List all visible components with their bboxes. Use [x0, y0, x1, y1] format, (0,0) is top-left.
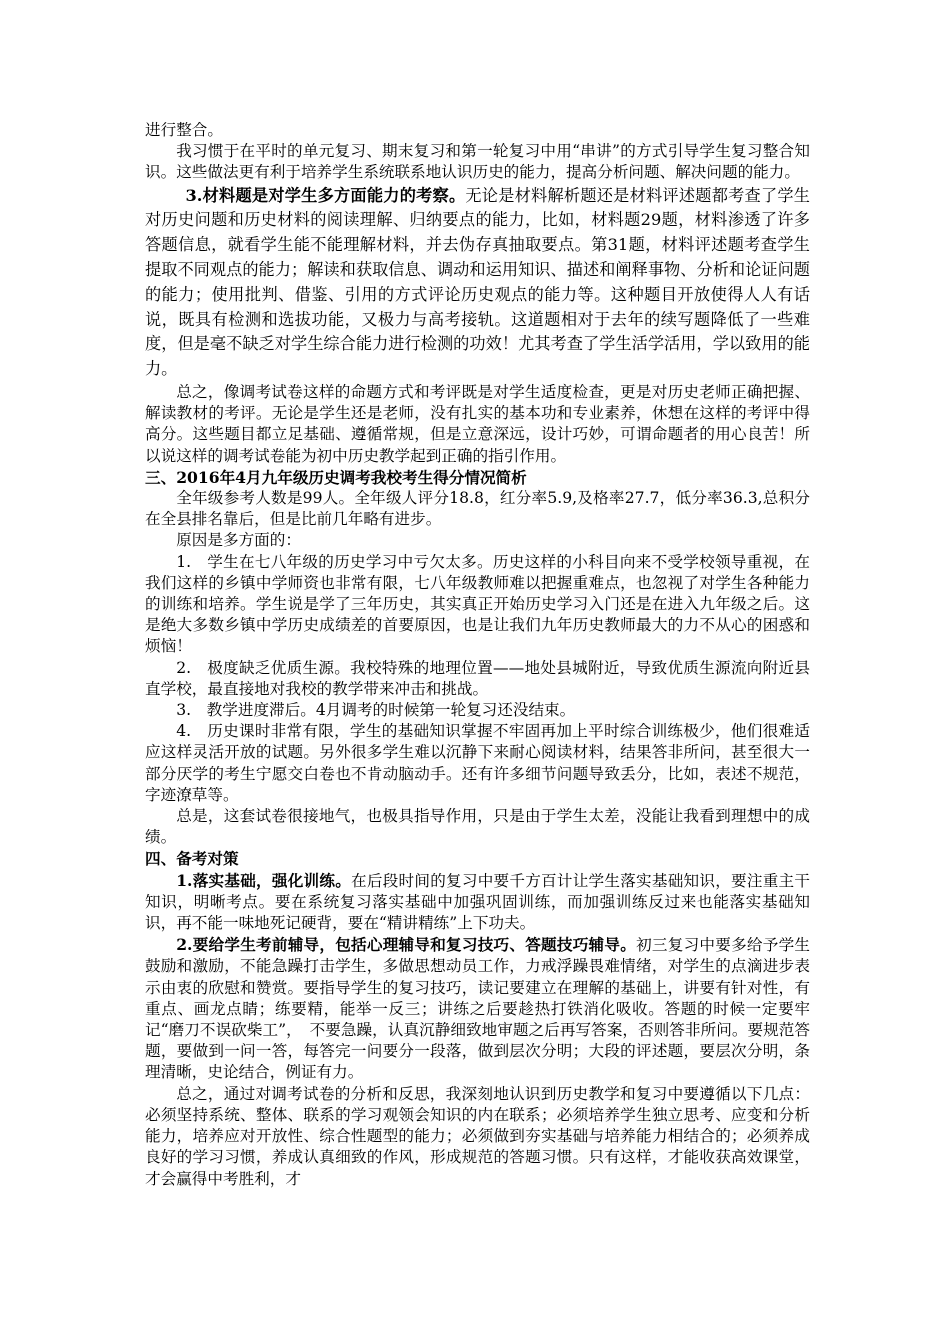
paragraph-strategy-2 [145, 934, 810, 1083]
paragraph-reason-2: 2. 极度缺乏优质生源。我校特殊的地理位置——地处县城附近，导致优质生源流向附近县直学校，最直接地对我校的教学带来冲击和挑战。 [145, 658, 810, 698]
strategy-2-text: 初三复习中要多给予学生鼓励和激励，不能急躁打击学生，多做思想动员工作，力戒浮躁畏难情绪，对学生的点滴进步表示由衷的欣慰和赞赏。要指导学生的复习技巧，读记要建立在理解的基础上，讲要有针对性，有重点、画龙点睛；练要精，能举一反三；讲练之后要趁热打铁消化吸收。答题的时候一定要牢记“磨刀不误砍柴工”， 不要急躁，认真沉静细致地审题之后再写答案，否则答非所问。要规范答题，要做到一问一答，每答完一问要分一段落，做到层次分明；大段的评述题，要层次分明，条理清晰，史论结合，例证有力。 [145, 936, 810, 1082]
paragraph-strategy-1 [145, 870, 810, 935]
point-3-text: 无论是材料解析题还是材料评述题都考查了学生对历史问题和历史材料的阅读理解、归纳要点的能力，比如，材料题29题，材料渗透了许多答题信息，就看学生能不能理解材料，并去伪存真抽取要点。第31题，材料评述题考查学生提取不同观点的能力；解读和获取信息、调动和运用知识、描述和阐释事物、分析和论证问题的能力；使用批判、借鉴、引用的方式评论历史观点的能力等。这种题目开放使得人人有话说，既具有检测和选拔功能，又极力与高考接轨。这道题相对于去年的续写题降低了一些难度，但是毫不缺乏对学生综合能力进行检测的功效！尤其考查了学生活学活用，学以致用的能力。 [145, 185, 810, 379]
paragraph-reasons-intro: 原因是多方面的： [176, 531, 301, 550]
paragraph-reason-3: 3. 教学进度滞后。4月调考的时候第一轮复习还没结束。 [176, 701, 576, 720]
point-3-heading: 3.材料题是对学生多方面能力的考察。 [185, 185, 466, 205]
paragraph-continuation: 进行整合。 [145, 121, 223, 139]
section-heading-4: 四、备考对策 [145, 849, 239, 869]
paragraph-conclusion: 总之，通过对调考试卷的分析和反思，我深刻地认识到历史教学和复习中要遵循以下几点：必须坚持系统、整体、联系的学习观领会知识的内在联系；必须培养学生独立思考、应变和分析能力，培养应对开放性、综合性题型的能力；必须做到夯实基础与培养能力相结合的；必须养成良好的学习习惯，养成认真细致的作风，形成规范的答题习惯。只有这样，才能收获高效课堂，才会赢得中考胜利，才 [145, 1084, 810, 1188]
strategy-2-heading: 2.要给学生考前辅导，包括心理辅导和复习技巧、答题技巧辅导。 [176, 935, 637, 955]
document-body [145, 120, 810, 1190]
paragraph-material-questions [145, 184, 810, 382]
strategy-1-heading: 1.落实基础，强化训练。 [176, 870, 352, 890]
paragraph-review-method: 我习惯于在平时的单元复习、期末复习和第一轮复习中用“串讲”的方式引导学生复习整合知识。这些做法更有利于培养学生系统联系地认识历史的能力，提高分析问题、解决问题的能力。 [145, 142, 810, 182]
paragraph-reason-4: 4. 历史课时非常有限，学生的基础知识掌握不牢固再加上平时综合训练极少，他们很难适应这样灵活开放的试题。另外很多学生难以沉静下来耐心阅读材料，结果答非所问，甚至很大一部分厌学的考生宁愿交白卷也不肯动脑动手。还有许多细节问题导致丢分，比如，表述不规范，字迹潦草等。 [145, 722, 810, 804]
paragraph-summary-2: 总是，这套试卷很接地气，也极具指导作用，只是由于学生太差，没能让我看到理想中的成绩。 [145, 807, 810, 847]
section-heading-3: 三、2016年4月九年级历史调考我校考生得分情况简析 [145, 467, 527, 487]
paragraph-reason-1: 1. 学生在七八年级的历史学习中亏欠太多。历史这样的小科目向来不受学校领导重视，在我们这样的乡镇中学师资也非常有限，七八年级教师难以把握重难点，也忽视了对学生各种能力的训练和培养。学生说是学了三年历史，其实真正开始历史学习入门还是在进入九年级之后。这是绝大多数乡镇中学历史成绩差的首要原因，也是让我们九年历史教师最大的力不从心的困惑和烦恼！ [145, 552, 810, 656]
paragraph-summary-1: 总之，像调考试卷这样的命题方式和考评既是对学生适度检查，更是对历史老师正确把握、解读教材的考评。无论是学生还是老师，没有扎实的基本功和专业素养，休想在这样的考评中得高分。这些题目都立足基础、遵循常规，但是立意深远，设计巧妙，可谓命题者的用心良苦！所以说这样的调考试卷能为初中历史教学起到正确的指引作用。 [145, 382, 810, 465]
paragraph-scores: 全年级参考人数是99人。全年级人评分18.8，红分率5.9,及格率27.7，低分率36.3,总积分在全县排名靠后，但是比前几年略有进步。 [145, 489, 810, 529]
strategy-1-text: 在后段时间的复习中要千方百计让学生落实基础知识，要注重主干知识，明晰考点。要在系统复习落实基础中加强巩固训练，而加强训练反过来也能落实基础知识，再不能一味地死记硬背，要在“精讲精练”上下功夫。 [145, 871, 810, 933]
